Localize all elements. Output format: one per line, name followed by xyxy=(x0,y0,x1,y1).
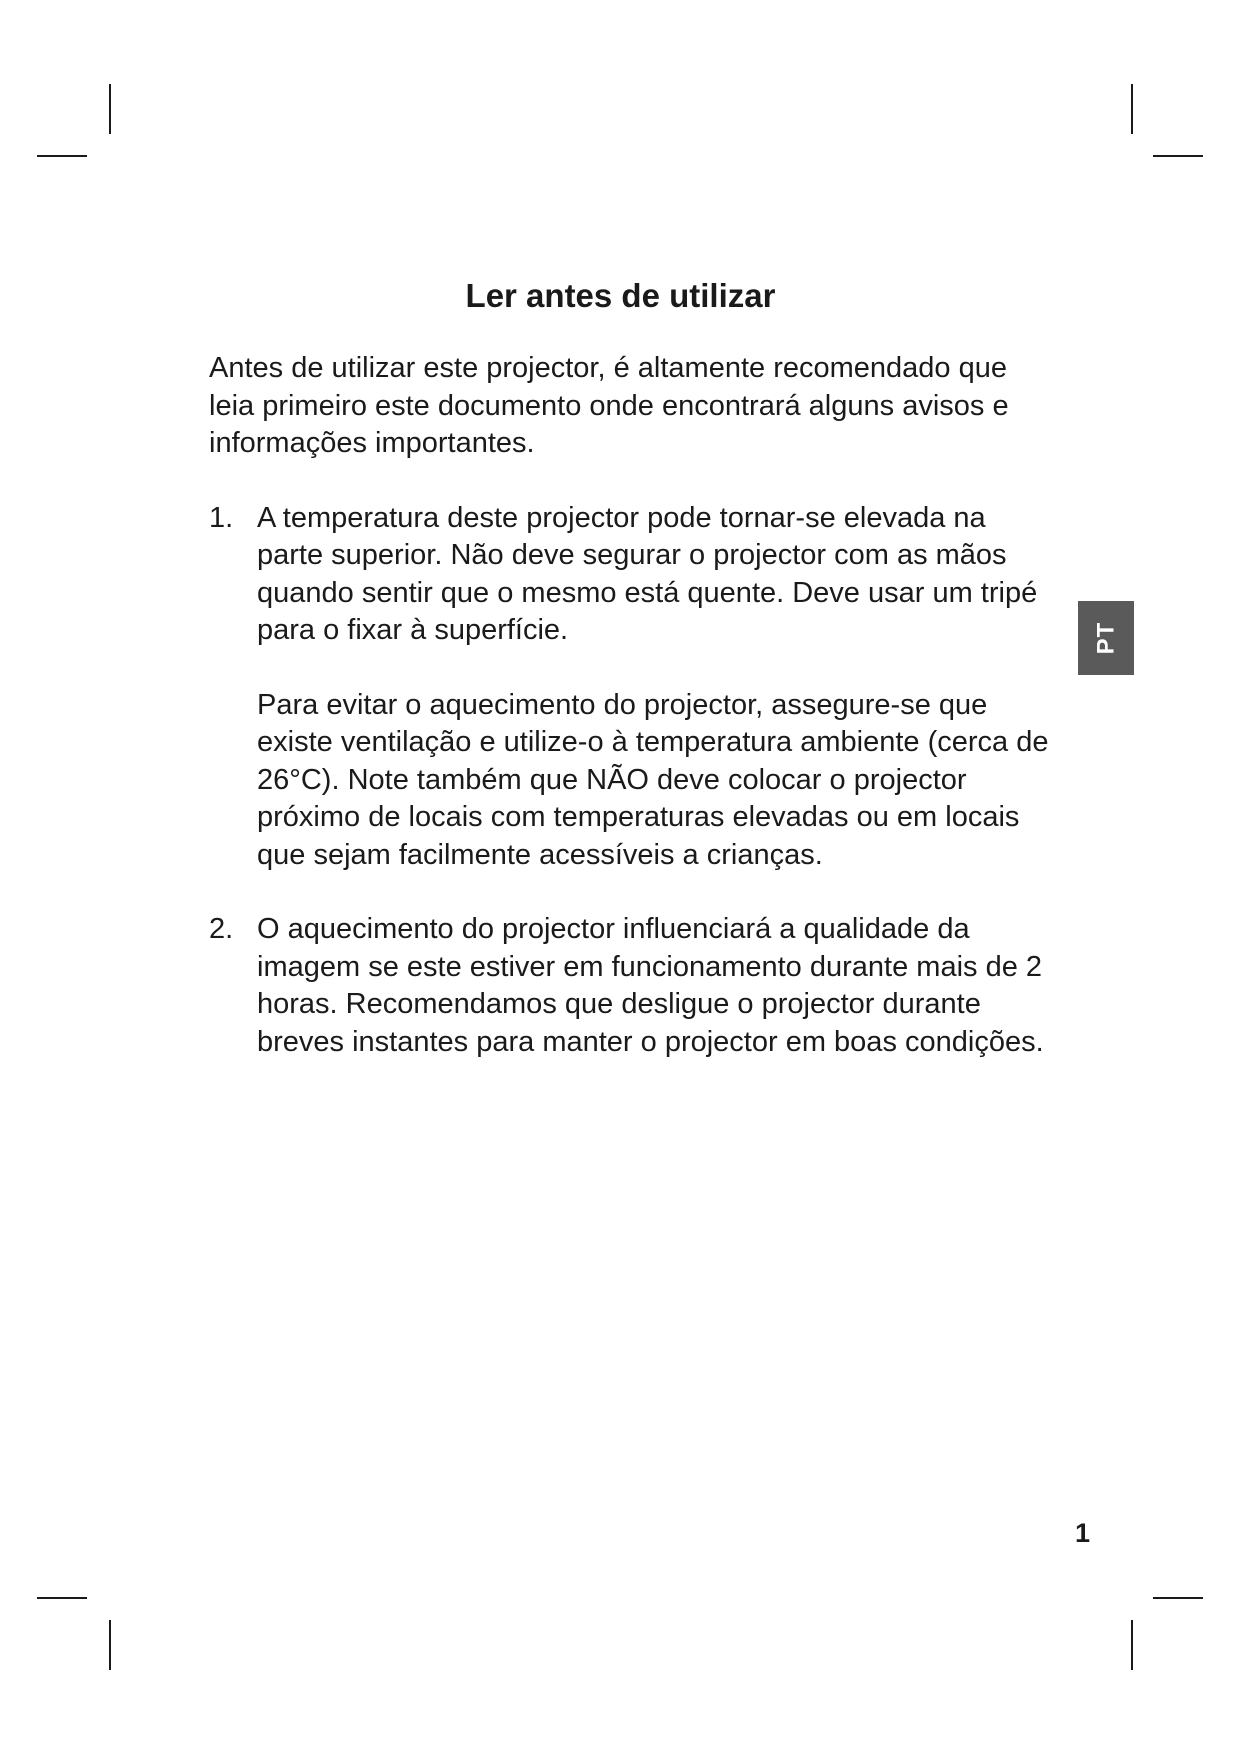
crop-mark-top-right-horizontal xyxy=(1153,155,1203,157)
crop-mark-top-right-vertical xyxy=(1131,84,1133,134)
list-item-paragraph: A temperatura deste projector pode tornar-se elevada na parte superior. Não deve segurar o projector com as mãos quando sentir que o mesmo está quente. Deve usar um tripé para o fixar à superfície. xyxy=(257,501,1038,646)
list-item-paragraph: Para evitar o aquecimento do projector, assegure-se que existe ventilação e utilize-o à temperatura ambiente (cerca de 26°C). Note também que NÃO deve colocar o projector próximo de locais com temperaturas elevadas ou em locais que sejam facilmente acessíveis a crianças. xyxy=(257,688,1049,871)
page-number: 1 xyxy=(1074,1518,1090,1548)
crop-mark-bottom-right-horizontal xyxy=(1153,1597,1203,1599)
crop-mark-bottom-left-vertical xyxy=(109,1620,111,1670)
list-item-number: 1. xyxy=(209,501,234,534)
language-tab-label: PT xyxy=(1091,621,1119,655)
list-item-paragraph: O aquecimento do projector influenciará a qualidade da imagem se este estiver em funcionamento durante mais de 2 horas. Recomendamos que desligue o projector durante breves instantes para manter o projector em boas condições. xyxy=(257,913,1044,1058)
crop-mark-top-left-horizontal xyxy=(37,155,87,157)
list-item-number: 2. xyxy=(209,913,234,945)
crop-mark-bottom-left-horizontal xyxy=(37,1597,87,1599)
list-item xyxy=(209,911,1049,1061)
document-body xyxy=(209,350,1049,1098)
crop-mark-top-left-vertical xyxy=(109,84,111,134)
list-item xyxy=(209,500,1049,875)
crop-mark-bottom-right-vertical xyxy=(1131,1620,1133,1670)
intro-paragraph: Antes de utilizar este projector, é altamente recomendado que leia primeiro este documento onde encontrará alguns avisos e informações importantes. xyxy=(209,352,1009,459)
language-tab xyxy=(1078,601,1134,675)
page-title: Ler antes de utilizar xyxy=(465,277,776,314)
